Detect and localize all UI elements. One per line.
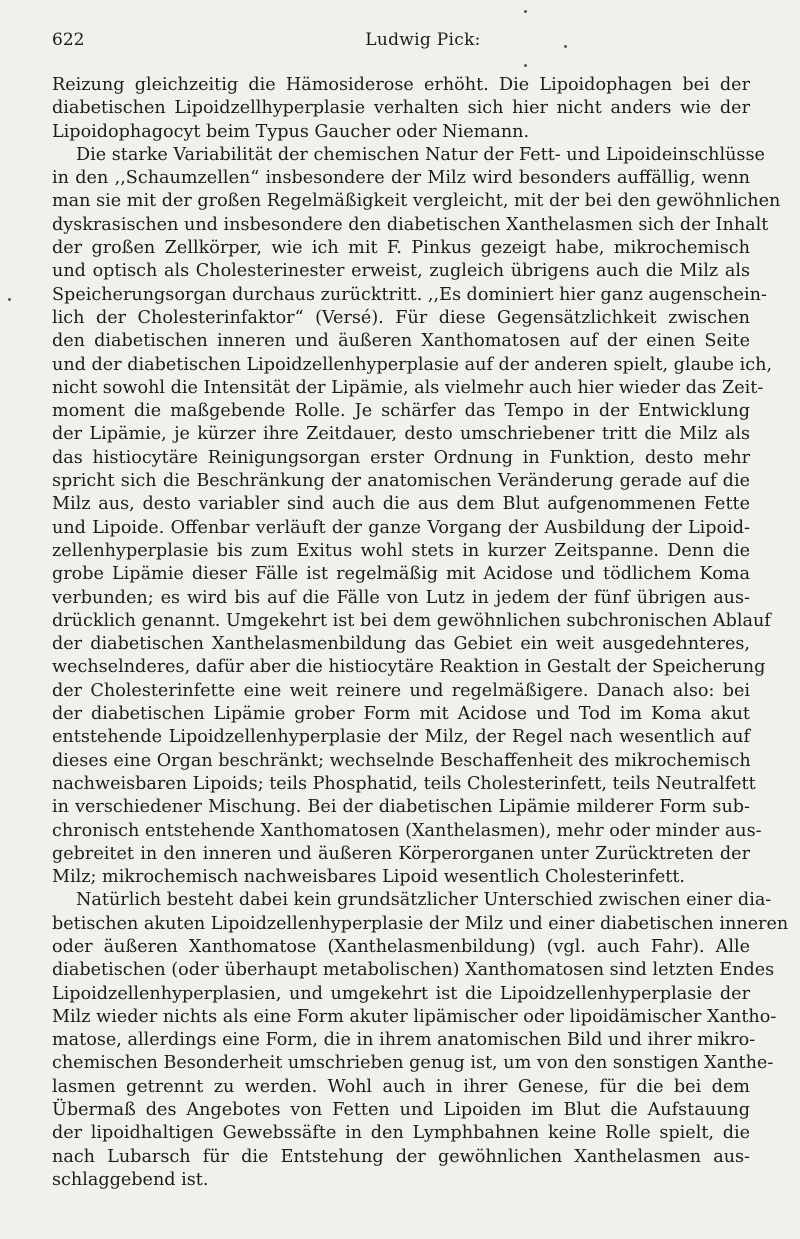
- text-line: lich der Cholesterinfaktor“ (Versé). Für diese Gegensätzlichkeit zwischen: [52, 307, 750, 328]
- speck: [524, 10, 527, 13]
- text-line: das histiocytäre Reinigungsorgan erster Ordnung in Funktion, desto mehr: [52, 447, 750, 468]
- text-line: der Cholesterinfette eine weit reinere und regelmäßigere. Danach also: bei: [52, 680, 750, 701]
- text-line: grobe Lipämie dieser Fälle ist regelmäßig mit Acidose und tödlichem Koma: [52, 564, 750, 585]
- text-line: chemischen Besonderheit umschrieben genug ist, um von den sonstigen Xanthe-: [52, 1053, 774, 1074]
- text-line: Natürlich besteht dabei kein grundsätzlicher Unterschied zwischen einer dia-: [76, 890, 772, 911]
- text-line: Milz aus, desto variabler sind auch die aus dem Blut aufgenommenen Fette: [52, 494, 750, 515]
- text-line: matose, allerdings eine Form, die in ihrem anatomischen Bild und ihrer mikro-: [52, 1030, 756, 1051]
- text-line: der diabetischen Lipämie grober Form mit Acidose und Tod im Koma akut: [52, 704, 750, 725]
- text-line: nicht sowohl die Intensität der Lipämie, als vielmehr auch hier wieder das Zeit-: [52, 377, 764, 398]
- text-line: und optisch als Cholesterinester erweist, zugleich übrigens auch die Milz als: [52, 261, 750, 282]
- text-line: der lipoidhaltigen Gewebssäfte in den Lymphbahnen keine Rolle spielt, die: [52, 1123, 750, 1144]
- text-line: verbunden; es wird bis auf die Fälle von Lutz in jedem der fünf übrigen aus-: [52, 587, 750, 608]
- text-line: der großen Zellkörper, wie ich mit F. Pinkus gezeigt habe, mikrochemisch: [52, 238, 750, 259]
- body-text: [52, 74, 789, 1192]
- text-line: dieses eine Organ beschränkt; wechselnde Beschaffenheit des mikrochemisch: [52, 750, 751, 771]
- text-line: oder äußeren Xanthomatose (Xanthelasmenbildung) (vgl. auch Fahr). Alle: [52, 936, 750, 957]
- speck: [564, 45, 567, 48]
- text-line: Die starke Variabilität der chemischen Natur der Fett- und Lipoideinschlüsse: [76, 144, 765, 165]
- text-line: nach Lubarsch für die Entstehung der gewöhnlichen Xanthelasmen aus-: [52, 1146, 750, 1167]
- running-head: Ludwig Pick:: [365, 30, 481, 50]
- text-line: in den ,,Schaumzellen“ insbesondere der Milz wird besonders auffällig, wenn: [52, 168, 750, 189]
- text-line: und Lipoide. Offenbar verläuft der ganze Vorgang der Ausbildung der Lipoid-: [52, 517, 750, 538]
- text-line: in verschiedener Mischung. Bei der diabetischen Lipämie milderer Form sub-: [52, 797, 750, 818]
- text-line: den diabetischen inneren und äußeren Xanthomatosen auf der einen Seite: [52, 331, 750, 352]
- text-line: lasmen getrennt zu werden. Wohl auch in ihrer Genese, für die bei dem: [52, 1076, 750, 1097]
- text-line: moment die maßgebende Rolle. Je schärfer das Tempo in der Entwicklung: [52, 401, 750, 422]
- text-line: nachweisbaren Lipoids; teils Phosphatid, teils Cholesterinfett, teils Neutralfett: [52, 773, 756, 794]
- text-line: diabetischen (oder überhaupt metabolischen) Xanthomatosen sind letzten Endes: [52, 960, 775, 981]
- text-line: der diabetischen Xanthelasmenbildung das Gebiet ein weit ausgedehnteres,: [52, 634, 750, 655]
- text-line: diabetischen Lipoidzellhyperplasie verhalten sich hier nicht anders wie der: [52, 98, 750, 119]
- text-line: Übermaß des Angebotes von Fetten und Lipoiden im Blut die Aufstauung: [52, 1100, 750, 1121]
- text-line: Milz wieder nichts als eine Form akuter lipämischer oder lipoidämischer Xantho-: [52, 1006, 777, 1027]
- text-line: Speicherungsorgan durchaus zurücktritt. ,,Es dominiert hier ganz augenschein-: [52, 284, 767, 305]
- text-line: man sie mit der großen Regelmäßigkeit vergleicht, mit der bei den gewöhnlichen: [52, 191, 781, 212]
- speck: [524, 64, 527, 67]
- speck: [8, 298, 11, 301]
- text-line: entstehende Lipoidzellenhyperplasie der Milz, der Regel nach wesentlich auf: [52, 727, 750, 748]
- text-line: und der diabetischen Lipoidzellenhyperplasie auf der anderen spielt, glaube ich,: [52, 354, 773, 375]
- text-line: Milz; mikrochemisch nachweisbares Lipoid wesentlich Cholesterinfett.: [52, 867, 686, 888]
- text-line: schlaggebend ist.: [52, 1169, 209, 1190]
- text-line: Lipoidzellenhyperplasien, und umgekehrt ist die Lipoidzellenhyperplasie der: [52, 983, 750, 1004]
- text-line: dyskrasischen und insbesondere den diabetischen Xanthelasmen sich der Inhalt: [52, 214, 769, 235]
- page-number: 622: [52, 30, 85, 50]
- text-line: wechselnderes, dafür aber die histiocytäre Reaktion in Gestalt der Speicherung: [52, 657, 766, 678]
- text-line: Reizung gleichzeitig die Hämosiderose erhöht. Die Lipoidophagen bei der: [52, 75, 750, 95]
- page-header: [52, 30, 764, 58]
- text-line: drücklich genannt. Umgekehrt ist bei dem gewöhnlichen subchronischen Ablauf: [52, 610, 771, 631]
- text-line: chronisch entstehende Xanthomatosen (Xanthelasmen), mehr oder minder aus-: [52, 820, 762, 841]
- text-line: gebreitet in den inneren und äußeren Körperorganen unter Zurücktreten der: [52, 843, 750, 864]
- text-line: betischen akuten Lipoidzellenhyperplasie der Milz und einer diabetischen inneren: [52, 913, 789, 934]
- text-line: der Lipämie, je kürzer ihre Zeitdauer, desto umschriebener tritt die Milz als: [52, 424, 750, 445]
- text-line: zellenhyperplasie bis zum Exitus wohl stets in kurzer Zeitspanne. Denn die: [52, 540, 750, 561]
- text-line: Lipoidophagocyt beim Typus Gaucher oder Niemann.: [52, 121, 530, 142]
- text-line: spricht sich die Beschränkung der anatomischen Veränderung gerade auf die: [52, 471, 750, 492]
